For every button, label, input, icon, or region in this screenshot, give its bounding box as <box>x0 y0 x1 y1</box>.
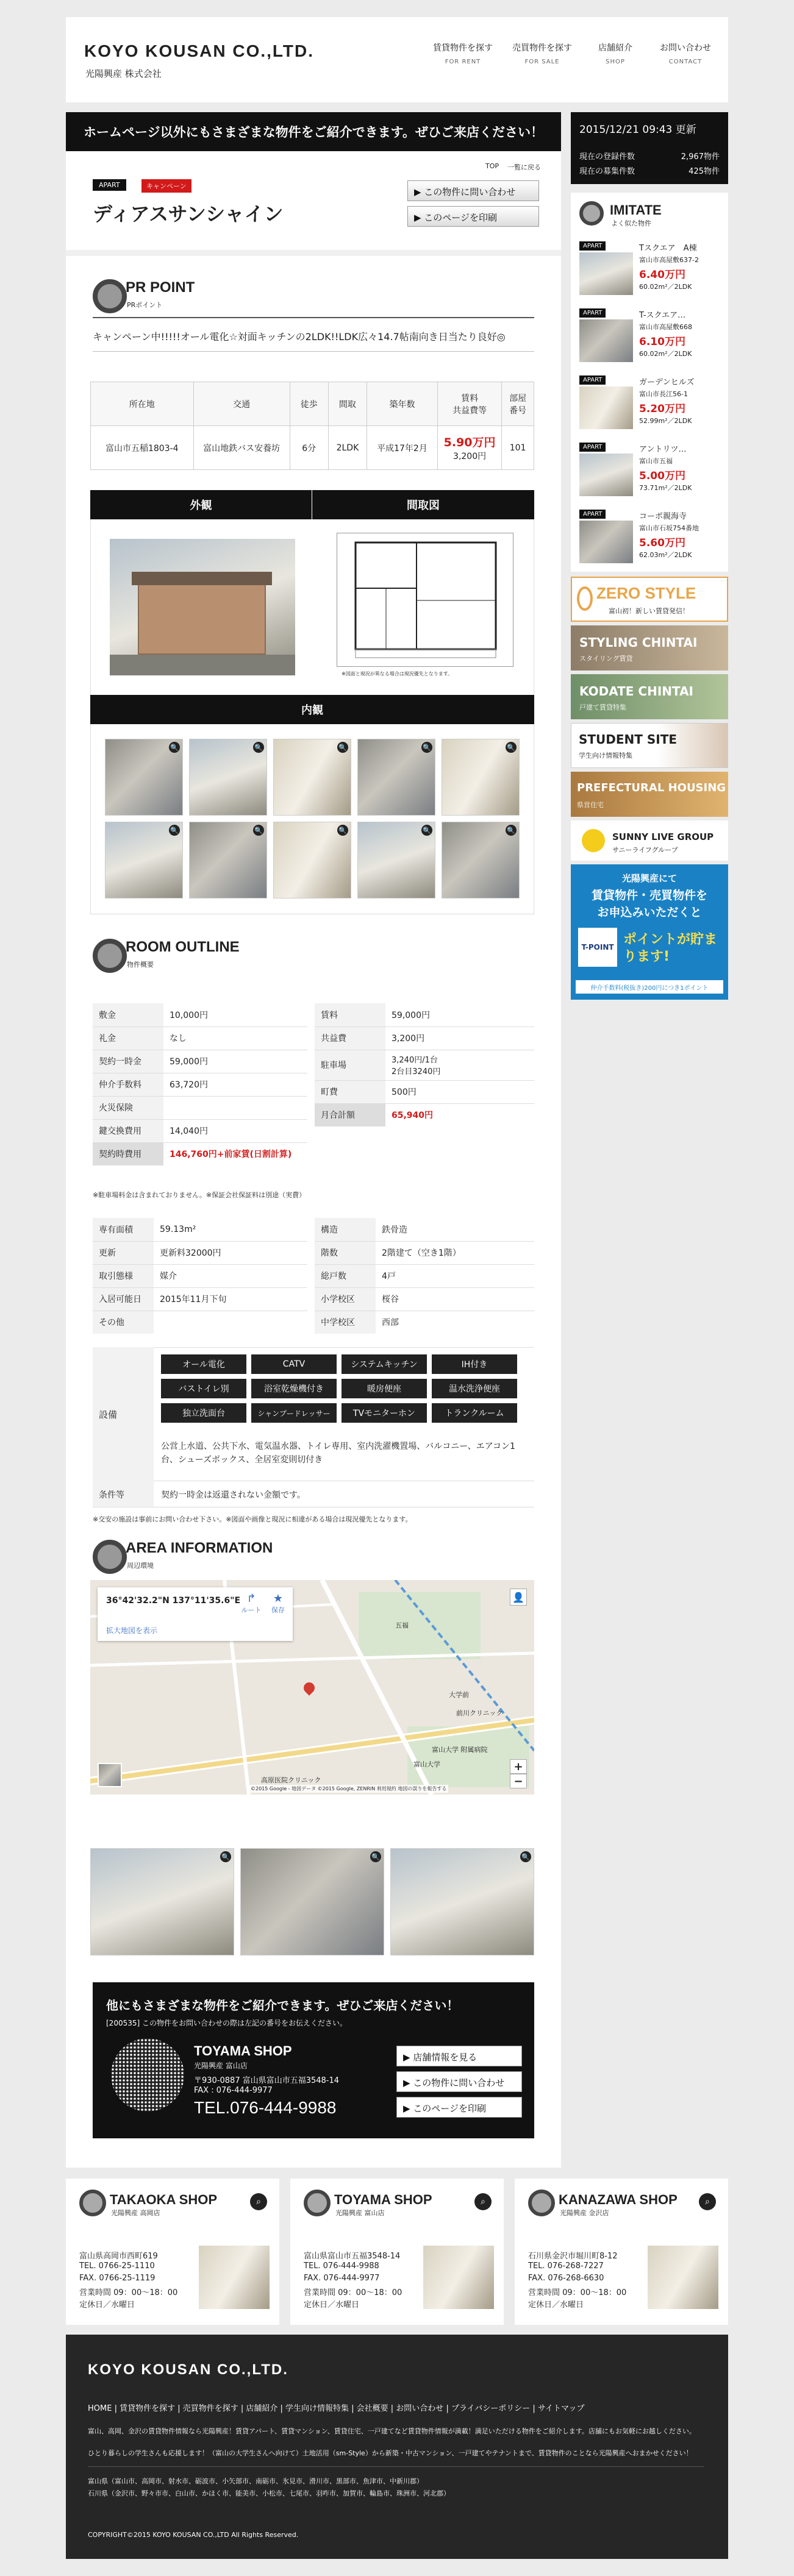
zoom-icon: 🔍 <box>506 742 517 753</box>
cta-ref: [200535] この物件をお問い合わせの際は左記の番号をお伝えください。 <box>106 2019 347 2027</box>
imitate-box <box>571 193 728 572</box>
pr-rule-bottom <box>93 351 534 352</box>
building-shape <box>138 582 266 655</box>
banner-sub: スタイリング賃貸 <box>579 655 633 663</box>
equip-tag: システムキッチン <box>342 1354 427 1374</box>
shop-closed: 定休日／水曜日 <box>528 2300 584 2310</box>
similar-name: Tスクエア A棟 <box>639 244 697 253</box>
similar-item[interactable] <box>579 375 721 436</box>
similar-thumb <box>579 252 633 295</box>
banner-sunny-live[interactable] <box>571 820 728 861</box>
banner-sub: サニーライフグループ <box>612 846 678 854</box>
info-table-left: 専有面積 59.13m² 更新 更新料32000円 取引態様 媒介 入居可能日 2015年11月下旬 その他 <box>93 1218 307 1334</box>
tpoint-line2: 賃貸物件・売買物件を <box>591 889 707 902</box>
nav-for-sale[interactable]: 売買物件を探す FOR SALE <box>512 43 572 65</box>
outline-subtitle: 物件概要 <box>127 961 154 969</box>
satellite-toggle[interactable] <box>98 1763 122 1787</box>
similar-type: APART <box>579 510 606 519</box>
cell-walk: 6分 <box>290 426 328 470</box>
similar-item[interactable] <box>579 241 721 302</box>
similar-spec: 73.71m²／2LDK <box>639 484 692 492</box>
interior-thumb-3[interactable] <box>273 739 351 816</box>
cell-transport: 富山地鉄バス安養坊 <box>193 426 290 470</box>
site-header <box>66 17 728 102</box>
similar-type: APART <box>579 375 606 385</box>
exterior-photo[interactable] <box>110 539 295 675</box>
similar-price: 6.40万円 <box>639 269 685 281</box>
footer-areas-2: 石川県（金沢市、野々市市、白山市、かほく市、能美市、小松市、七尾市、羽咋市、加賀市、輪島市、珠洲市、河北郡） <box>88 2489 450 2497</box>
search-icon[interactable]: ⌕ <box>474 2193 492 2210</box>
interior-thumb-5[interactable] <box>442 739 520 816</box>
similar-type: APART <box>579 308 606 318</box>
roof-shape <box>132 572 272 585</box>
map-label: 五福 <box>395 1621 409 1629</box>
fee-table-left: 敷金 10,000円 礼金 なし 契約一時金 59,000円 仲介手数料 63,720円 火災保険 鍵交換費用 14,040円 契約時費用 146,760円+前家賃(日割計算) <box>93 1003 307 1165</box>
shop-cta <box>93 1982 534 2138</box>
shop-hours: 営業時間 09：00～18：00 <box>528 2288 627 2297</box>
shop-fax: FAX. 0766-25-1119 <box>79 2274 156 2283</box>
company-name: 光陽興産 株式会社 <box>85 68 162 79</box>
pr-subtitle: PRポイント <box>127 301 163 309</box>
breadcrumb <box>485 162 541 172</box>
divider <box>66 250 561 256</box>
shop-tel: TEL. 076-268-7227 <box>528 2261 604 2271</box>
cell-room: 101 <box>502 426 534 470</box>
similar-item[interactable] <box>579 308 721 369</box>
banner-sub: 学生向け情報特集 <box>579 752 632 760</box>
zoom-icon: 🔍 <box>253 742 264 753</box>
banner-sub: 戸建て賃貸特集 <box>579 703 626 711</box>
floorplan-image[interactable] <box>337 533 513 667</box>
tpoint-line3: お申込みいただくと <box>597 906 702 919</box>
map-coords: 36°42'32.2"N 137°11'35.6"E <box>106 1596 241 1606</box>
cta-headline: 他にもさまざまな物件をご紹介できます。ぜひご来店ください！ <box>106 1998 459 2013</box>
shop-icon <box>79 2190 106 2216</box>
shop-tel: TEL. 0766-25-1110 <box>79 2261 155 2271</box>
cell-age: 平成17年2月 <box>367 426 438 470</box>
breadcrumb-top-link[interactable]: TOP <box>485 162 499 170</box>
pub-count: 425物件 <box>688 167 720 176</box>
similar-spec: 60.02m²／2LDK <box>639 283 692 291</box>
cell-rent <box>437 426 501 470</box>
similar-price: 6.10万円 <box>639 336 685 348</box>
banner-tpoint[interactable] <box>571 864 728 1000</box>
tpoint-foot: 仲介手数料(税抜き)200円につき1ポイント <box>576 980 723 994</box>
shop-fax: FAX. 076-268-6630 <box>528 2274 604 2283</box>
col-layout: 間取 <box>328 382 367 426</box>
area-title: AREA INFORMATION <box>126 1540 273 1556</box>
breadcrumb-back-link[interactable]: 一覧に戻る <box>507 163 542 171</box>
col-room: 部屋 番号 <box>502 382 534 426</box>
floorplan-drawing <box>337 533 514 667</box>
shop-hours: 営業時間 09：00～18：00 <box>304 2288 402 2297</box>
area-photo-1[interactable] <box>90 1848 234 1955</box>
map-enlarge-link[interactable]: 拡大地図を表示 <box>106 1626 158 1635</box>
zoom-icon: 🔍 <box>337 742 348 753</box>
interior-label: 内観 <box>90 695 534 724</box>
similar-addr: 富山市石坂754番地 <box>639 524 699 532</box>
similar-thumb <box>579 454 633 496</box>
shop-info-button[interactable]: ▶ 店舗情報を見る <box>396 2046 522 2066</box>
cta-print-button[interactable]: ▶ このページを印刷 <box>396 2097 522 2118</box>
zoom-icon: 🔍 <box>169 742 180 753</box>
footer-links[interactable]: HOME | 賃貸物件を探す | 売買物件を探す | 店舗紹介 | 学生向け情報特集 | 会社概要 | お問い合わせ | プライバシーポリシー | サイトマップ <box>88 2404 585 2413</box>
map-info-card <box>98 1587 293 1641</box>
equip-tag: TVモニターホン <box>342 1403 427 1423</box>
shop-dot-logo <box>111 2038 184 2112</box>
nav-shop[interactable]: 店舗紹介 SHOP <box>598 43 632 65</box>
shop-card-toyama <box>290 2179 504 2325</box>
equip-text: 公営上水道、公共下水、電気温水器、トイレ専用、室内洗濯機置場、バルコニー、エアコン1台、シューズボックス、全居室変則切付き <box>161 1442 515 1465</box>
similar-item[interactable] <box>579 510 721 571</box>
rent-value: 5.90万円 <box>443 436 496 449</box>
cell-address: 富山市五稲1803-4 <box>91 426 194 470</box>
shop-address: 富山県富山市五福3548-14 <box>304 2252 401 2261</box>
similar-addr: 富山市高屋敷637-2 <box>639 256 699 264</box>
map-label: 大学前 <box>449 1691 469 1699</box>
contract-total: 146,760円+前家賃(日割計算) <box>170 1150 292 1160</box>
shop-tel: TEL. 076-444-9988 <box>304 2261 379 2271</box>
equip-tag: トランクルーム <box>432 1403 517 1423</box>
pr-title: PR POINT <box>126 279 195 296</box>
shop-icon <box>304 2190 331 2216</box>
similar-spec: 52.99m²／2LDK <box>639 417 692 425</box>
outline-note: ※交安の施設は事前にお問い合わせ下さい。※図面や画像と現況に相違がある場合は現況優先となります。 <box>93 1515 412 1523</box>
print-button[interactable]: ▶ このページを印刷 <box>407 206 539 227</box>
banner-title: PREFECTURAL HOUSING <box>577 781 726 794</box>
interior-thumb-6[interactable] <box>105 822 183 898</box>
shop-closed: 定休日／水曜日 <box>79 2300 135 2310</box>
equip-tag: 暖房便座 <box>342 1379 427 1398</box>
zoom-icon: 🔍 <box>253 825 264 836</box>
zoom-in-button[interactable]: + <box>510 1759 527 1774</box>
site-logo[interactable]: KOYO KOUSAN CO.,LTD. <box>84 41 315 60</box>
banner-title: STUDENT SITE <box>579 732 678 747</box>
similar-name: ガーデンヒルズ <box>639 378 695 387</box>
fee-note: ※駐車場料金は含まれておりません。※保証会社保証料は別途（実費） <box>93 1191 306 1199</box>
map-label: 前川クリニック <box>456 1709 503 1717</box>
banner-sub: 県営住宅 <box>577 801 604 809</box>
equip-tags <box>161 1354 527 1423</box>
zoom-icon: 🔍 <box>520 1851 531 1862</box>
save-button[interactable]: ★ 保存 <box>271 1592 285 1614</box>
shop-name-ja: 光陽興産 高岡店 <box>111 2209 160 2217</box>
route-icon: ↱ <box>246 1592 256 1605</box>
cell-layout: 2LDK <box>328 426 367 470</box>
equip-tag: 浴室乾燥機付き <box>251 1379 337 1398</box>
zoom-icon: 🔍 <box>220 1851 231 1862</box>
tpoint-big: ポイントが貯まります! <box>623 932 718 964</box>
info-banner: ホームページ以外にもさまざまな物件をご紹介できます。ぜひご来店ください！ <box>66 112 561 151</box>
cond-label: 条件等 <box>93 1481 154 1507</box>
shop-photo <box>423 2246 494 2309</box>
map-label: 富山大学 <box>413 1760 440 1768</box>
interior-thumb-1[interactable] <box>105 739 183 816</box>
footer-rule <box>88 2466 704 2467</box>
floorplan-label: 間取図 <box>312 490 534 519</box>
similar-thumb <box>579 386 633 429</box>
banner-styling-chintai[interactable] <box>571 625 728 671</box>
equip-tag: CATV <box>251 1354 337 1374</box>
cond-text: 契約一時金は返還されない金額です。 <box>161 1490 306 1500</box>
search-icon[interactable]: ⌕ <box>250 2193 267 2210</box>
zoom-icon: 🔍 <box>421 825 432 836</box>
banner-title: KODATE CHINTAI <box>579 684 694 699</box>
imitate-subtitle: よく似た物件 <box>611 219 651 227</box>
property-badge-type: APART <box>93 179 126 191</box>
interior-thumb-4[interactable] <box>357 739 435 816</box>
outline-title: ROOM OUTLINE <box>126 939 240 955</box>
update-datetime: 2015/12/21 09:43 更新 <box>579 124 696 136</box>
banner-kodate-chintai[interactable] <box>571 674 728 719</box>
zoom-icon: 🔍 <box>337 825 348 836</box>
zoom-icon: 🔍 <box>506 825 517 836</box>
cta-fax: FAX : 076-444-9977 <box>194 2086 273 2095</box>
info-table-right: 構造 鉄骨造 階数 2階建て（空き1階） 総戸数 4戸 小学校区 桜谷 中学校区 西部 <box>315 1218 534 1334</box>
interior-thumb-10[interactable] <box>442 822 520 898</box>
col-age: 築年数 <box>367 382 438 426</box>
exterior-label: 外観 <box>90 490 312 519</box>
cta-shop-name: TOYAMA SHOP <box>194 2043 292 2058</box>
similar-name: アントリツ… <box>639 445 687 454</box>
zoom-icon: 🔍 <box>421 742 432 753</box>
equip-tag: IH付き <box>432 1354 517 1374</box>
equip-label: 設備 <box>93 1347 154 1481</box>
similar-thumb <box>579 319 633 362</box>
interior-thumb-9[interactable] <box>357 822 435 898</box>
stats-box <box>571 112 728 184</box>
fee-table-right: 賃料 59,000円 共益費 3,200円 駐車場 3,240円/1台 2台目3240円 町費 500円 月合計額 65,940円 <box>315 1003 534 1126</box>
banner-title: SUNNY LIVE GROUP <box>612 831 714 842</box>
pegman-icon[interactable]: 👤 <box>510 1589 527 1606</box>
shop-photo <box>199 2246 270 2309</box>
tpoint-line1: 光陽興産にて <box>621 873 677 884</box>
reg-label: 現在の登録件数 <box>579 152 635 162</box>
common-fee-value: 3,200円 <box>453 452 487 461</box>
route-button[interactable]: ↱ ルート <box>241 1592 262 1614</box>
equip-tag: バストイレ別 <box>161 1379 246 1398</box>
footer-desc-1: 富山、高岡、金沢の賃貸物件情報なら光陽興産！賃貸アパート、賃貸マンション、賃貸住宅、一戸建てなど賃貸物件情報が満載！満足いただける物件をご紹介します。店舗にもお気軽にお越しください。 <box>88 2427 696 2435</box>
map[interactable] <box>90 1580 534 1795</box>
similar-type: APART <box>579 241 606 251</box>
col-walk: 徒歩 <box>290 382 328 426</box>
col-transport: 交通 <box>193 382 290 426</box>
pr-text: キャンペーン中!!!!!オール電化☆対面キッチンの2LDK!!LDK広々14.7帖南向き日当たり良好◎ <box>93 331 506 343</box>
search-icon[interactable]: ⌕ <box>699 2193 716 2210</box>
similar-name: コーポ親海寺 <box>639 512 687 521</box>
footer-areas-1: 富山県（富山市、高岡市、射水市、砺波市、小矢部市、南砺市、氷見市、滑川市、黒部市、魚津市、中新川郡） <box>88 2477 423 2485</box>
similar-price: 5.20万円 <box>639 403 685 415</box>
similar-type: APART <box>579 443 606 452</box>
outline-section-icon <box>93 939 127 973</box>
imitate-title: IMITATE <box>610 202 662 218</box>
zero-style-icon <box>577 586 593 611</box>
similar-item[interactable] <box>579 443 721 503</box>
star-icon: ★ <box>273 1592 284 1605</box>
main-nav <box>429 41 716 78</box>
banner-title: ZERO STYLE <box>596 584 696 602</box>
shop-name: TOYAMA SHOP <box>334 2192 432 2207</box>
area-photo-2[interactable] <box>240 1848 384 1955</box>
monthly-total: 65,940円 <box>392 1111 434 1121</box>
nav-for-rent[interactable]: 賃貸物件を探す FOR RENT <box>433 43 493 65</box>
shop-fax: FAX. 076-444-9977 <box>304 2274 380 2283</box>
zoom-out-button[interactable]: − <box>510 1774 527 1788</box>
shop-name-ja: 光陽興産 金沢店 <box>560 2209 609 2217</box>
banner-prefectural-housing[interactable] <box>571 772 728 817</box>
similar-addr: 富山市高屋敷668 <box>639 323 692 331</box>
banner-student-site[interactable] <box>571 723 728 768</box>
similar-name: T-スクエア… <box>639 311 686 320</box>
equip-tag: 温水洗浄便座 <box>432 1379 517 1398</box>
interior-thumb-8[interactable] <box>273 822 351 898</box>
area-subtitle: 周辺環境 <box>127 1562 154 1570</box>
site-footer <box>66 2335 728 2559</box>
inquiry-button[interactable]: ▶ この物件に問い合わせ <box>407 180 539 201</box>
shop-name: KANAZAWA SHOP <box>559 2192 678 2207</box>
equip-tag: シャンプードレッサー <box>251 1403 337 1423</box>
banner-title: STYLING CHINTAI <box>579 635 698 650</box>
cta-address: 〒930-0887 富山県富山市五福3548-14 <box>194 2076 340 2085</box>
shop-name-ja: 光陽興産 富山店 <box>335 2209 385 2217</box>
zoom-icon: 🔍 <box>370 1851 381 1862</box>
pr-section-icon <box>93 279 127 313</box>
tpoint-logo: T-POINT <box>578 928 617 967</box>
shop-address: 石川県金沢市堀川町8-12 <box>528 2252 618 2261</box>
summary-table <box>90 382 534 470</box>
map-label: 富山大学 附属病院 <box>432 1746 488 1754</box>
pr-rule <box>93 317 534 318</box>
copyright: COPYRIGHT©2015 KOYO KOUSAN CO.,LTD All Rights Reserved. <box>88 2531 299 2539</box>
interior-thumb-7[interactable] <box>189 822 267 898</box>
ground-shape <box>110 655 295 675</box>
similar-addr: 富山市五福 <box>639 457 673 465</box>
shop-photo <box>648 2246 718 2309</box>
shop-card-kanazawa <box>515 2179 728 2325</box>
reg-count: 2,967物件 <box>681 152 720 162</box>
pub-label: 現在の募集件数 <box>579 167 635 176</box>
col-address: 所在地 <box>91 382 194 426</box>
property-badge-campaign: キャンペーン <box>141 179 191 193</box>
banner-sub: 富山初！新しい賃貸発信！ <box>609 607 689 615</box>
shop-hours: 営業時間 09：00～18：00 <box>79 2288 178 2297</box>
similar-addr: 富山市長江56-1 <box>639 390 688 398</box>
interior-thumb-2[interactable] <box>189 739 267 816</box>
shop-address: 富山県高岡市西町619 <box>79 2252 158 2261</box>
area-section-icon <box>93 1540 127 1574</box>
similar-spec: 62.03m²／2LDK <box>639 551 692 559</box>
cta-tel: TEL.076-444-9988 <box>194 2098 337 2117</box>
similar-spec: 60.02m²／2LDK <box>639 350 692 358</box>
similar-price: 5.00万円 <box>639 470 685 482</box>
similar-thumb <box>579 521 633 563</box>
floorplan-note: ※図面と現況が異なる場合は現況優先となります。 <box>342 671 453 677</box>
shop-card-takaoka <box>66 2179 279 2325</box>
imitate-icon <box>579 201 604 226</box>
shop-closed: 定休日／水曜日 <box>304 2300 360 2310</box>
map-credit: ©2015 Google - 地図データ ©2015 Google, ZENRIN 利用規約 地図の誤りを報告する <box>249 1785 448 1793</box>
banner-zero-style[interactable] <box>571 577 728 622</box>
zoom-icon: 🔍 <box>169 825 180 836</box>
property-name: ディアスサンシャイン <box>93 202 284 226</box>
col-rent: 賃料 共益費等 <box>437 382 501 426</box>
nav-contact[interactable]: お問い合わせ CONTACT <box>660 43 711 65</box>
cta-inquiry-button[interactable]: ▶ この物件に問い合わせ <box>396 2071 522 2092</box>
cta-shop-ja: 光陽興産 富山店 <box>194 2062 248 2070</box>
shop-name: TAKAOKA SHOP <box>110 2192 217 2207</box>
map-label: 高原医院クリニック <box>261 1776 321 1784</box>
equip-tag: オール電化 <box>161 1354 246 1374</box>
sunny-logo-icon <box>582 829 605 852</box>
area-photo-3[interactable] <box>390 1848 534 1955</box>
footer-desc-2: ひとり暮らしの学生さんも応援します！（富山の大学生さんへ向けて）土地活用（sm-Style）から新築・中古マンション、一戸建てやテナントまで、賃貸物件のことなら光陽興産へおまかせください！ <box>88 2449 693 2457</box>
footer-logo[interactable]: KOYO KOUSAN CO.,LTD. <box>88 2361 288 2378</box>
equip-tag: 独立洗面台 <box>161 1403 246 1423</box>
shop-icon <box>528 2190 555 2216</box>
similar-price: 5.60万円 <box>639 537 685 549</box>
